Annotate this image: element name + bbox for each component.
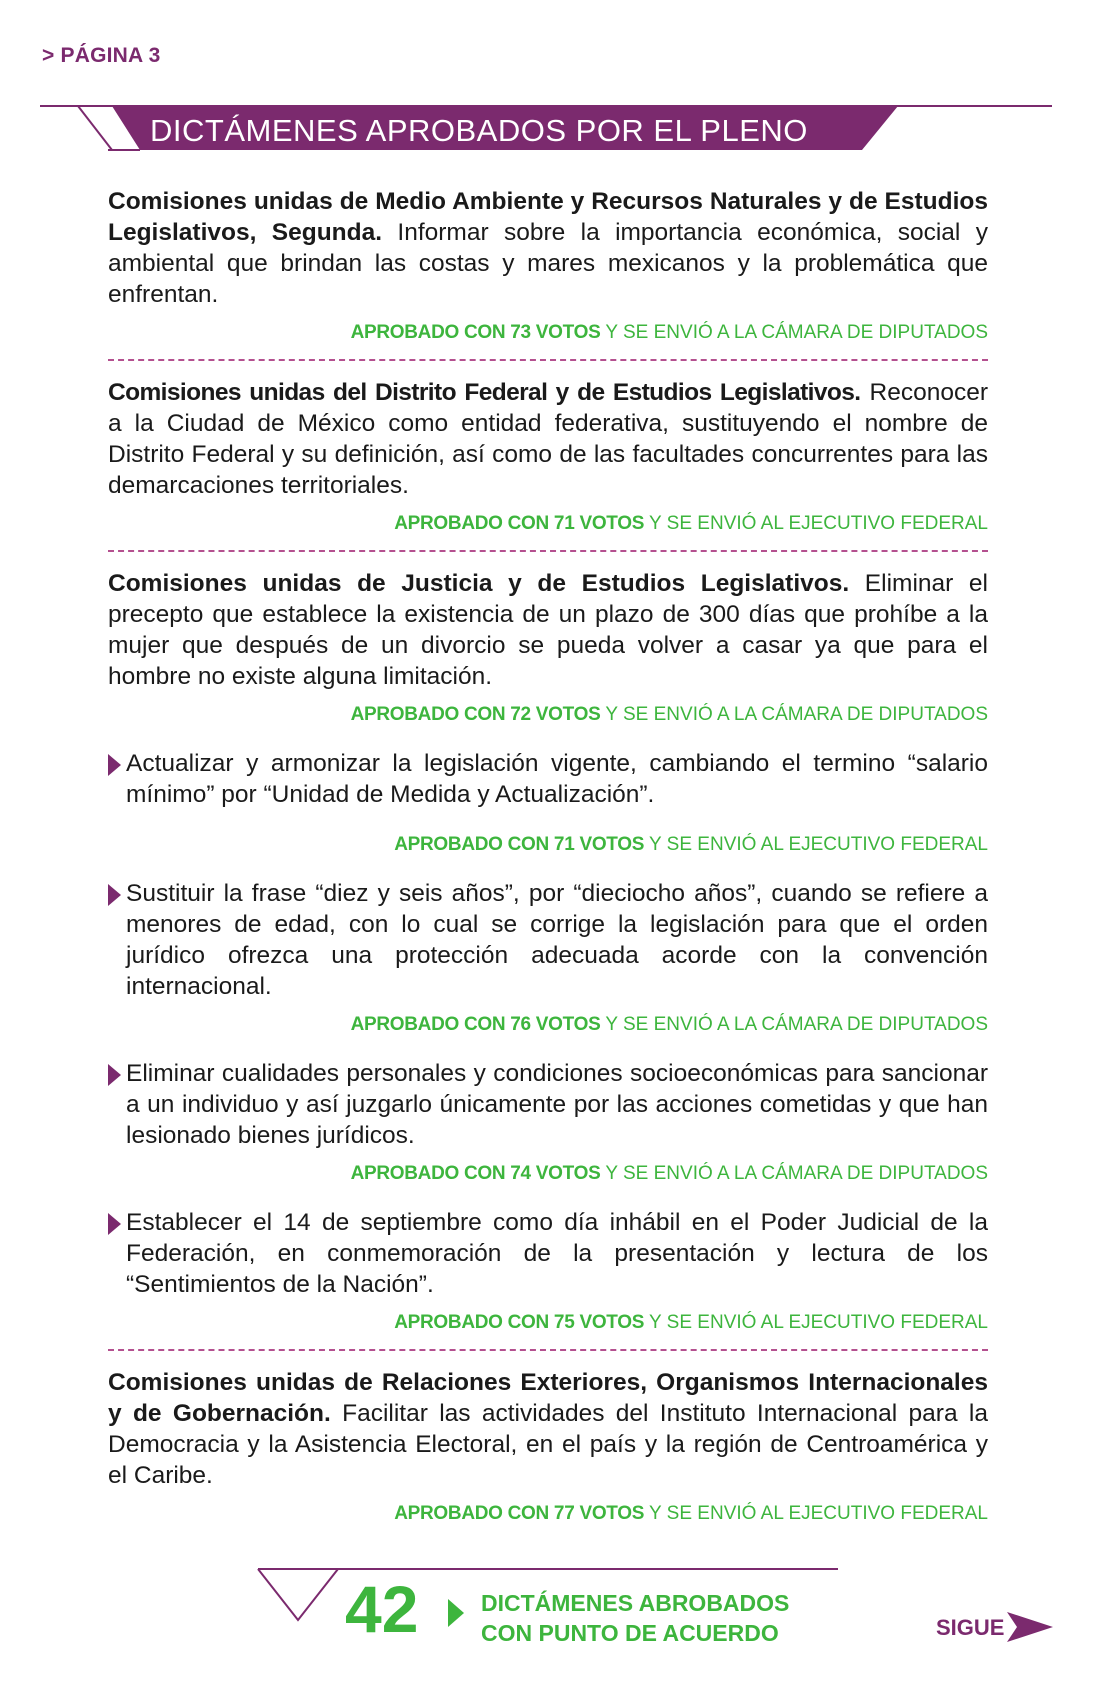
section-description: Informar sobre la importancia económica, social y ambiental que brindan las costas y mares mexicanos y la problemática que enfrentan. bbox=[108, 219, 988, 308]
green-arrow-icon bbox=[448, 1599, 464, 1627]
footer-caption-line2: CON PUNTO DE ACUERDO bbox=[481, 1620, 779, 1646]
vote-destination: Y SE ENVIÓ A LA CÁMARA DE DIPUTADOS bbox=[600, 1014, 988, 1035]
vote-count: APROBADO CON 73 VOTOS bbox=[350, 322, 601, 343]
vote-count: APROBADO CON 76 VOTOS bbox=[350, 1014, 601, 1035]
vote-destination: Y SE ENVIÓ A LA CÁMARA DE DIPUTADOS bbox=[600, 322, 988, 343]
bullet-triangle-icon bbox=[108, 1064, 121, 1086]
section-paragraph bbox=[108, 568, 988, 692]
page-title: DICTÁMENES APROBADOS POR EL PLENO bbox=[150, 113, 808, 148]
bullet-item bbox=[108, 1207, 988, 1334]
section-divider bbox=[108, 359, 988, 361]
next-arrow-icon[interactable] bbox=[1005, 1610, 1055, 1644]
bullet-triangle-icon bbox=[108, 884, 121, 906]
bullet-text: Sustituir la frase “diez y seis años”, por “dieciocho años”, cuando se refiere a menores de edad, con lo cual se corrige la legislación para que el orden jurídico ofrezca una protección adecuada acorde con la convención internacional. bbox=[126, 880, 988, 1000]
next-page-link[interactable]: SIGUE bbox=[936, 1615, 1005, 1640]
commission-name: Comisiones unidas de Medio Ambiente y Recursos Naturales y de Estudios Legislativos, Segunda. bbox=[108, 188, 988, 246]
section-paragraph bbox=[108, 377, 988, 501]
commission-name: Comisiones unidas de Relaciones Exteriores, Organismos Internacionales y de Gobernación. bbox=[108, 1369, 988, 1427]
bullet-item bbox=[108, 748, 988, 856]
commission-name: Comisiones unidas de Justicia y de Estudios Legislativos. bbox=[108, 570, 850, 597]
page-label: > PÁGINA 3 bbox=[42, 44, 161, 67]
section-paragraph bbox=[108, 186, 988, 310]
vote-result bbox=[108, 513, 988, 535]
vote-count: APROBADO CON 77 VOTOS bbox=[394, 1503, 645, 1524]
vote-result bbox=[108, 322, 988, 344]
vote-count: APROBADO CON 71 VOTOS bbox=[394, 834, 645, 855]
vote-count: APROBADO CON 72 VOTOS bbox=[350, 704, 601, 725]
section-paragraph bbox=[108, 1367, 988, 1491]
vote-destination: Y SE ENVIÓ A LA CÁMARA DE DIPUTADOS bbox=[600, 1163, 988, 1184]
section-description: Facilitar las actividades del Instituto Internacional para la Democracia y la Asistencia Electoral, en el país y la región de Centroamérica y el Caribe. bbox=[108, 1400, 988, 1489]
vote-result bbox=[126, 1014, 988, 1036]
vote-count: APROBADO CON 74 VOTOS bbox=[350, 1163, 601, 1184]
section-3 bbox=[108, 568, 988, 1334]
bullet-triangle-icon bbox=[108, 754, 121, 776]
vote-destination: Y SE ENVIÓ AL EJECUTIVO FEDERAL bbox=[644, 834, 988, 855]
section-2 bbox=[108, 377, 988, 535]
vote-count: APROBADO CON 71 VOTOS bbox=[394, 513, 645, 534]
vote-result bbox=[108, 1503, 988, 1525]
content bbox=[108, 186, 988, 1525]
vote-destination: Y SE ENVIÓ A LA CÁMARA DE DIPUTADOS bbox=[600, 704, 988, 725]
bullet-text: Establecer el 14 de septiembre como día inhábil en el Poder Judicial de la Federación, en conmemoración de la presentación y lectura de los “Sentimientos de la Nación”. bbox=[126, 1209, 988, 1298]
section-divider bbox=[108, 1349, 988, 1351]
vote-result bbox=[126, 1312, 988, 1334]
footer-caption-line1: DICTÁMENES ABROBADOS bbox=[481, 1590, 790, 1616]
vote-destination: Y SE ENVIÓ AL EJECUTIVO FEDERAL bbox=[644, 1312, 988, 1333]
bullet-text: Eliminar cualidades personales y condiciones socioeconómicas para sancionar a un individuo y así juzgarlo únicamente por las acciones cometidas y que han lesionado bienes jurídicos. bbox=[126, 1060, 988, 1149]
commission-name: Comisiones unidas del Distrito Federal y de Estudios Legislativos. bbox=[108, 379, 861, 406]
approved-count: 42 bbox=[345, 1572, 419, 1646]
section-description: Reconocer a la Ciudad de México como entidad federativa, sustituyendo el nombre de Distrito Federal y su definición, así como de las facultades concurrentes para las demarcaciones territoriales. bbox=[108, 379, 989, 499]
section-4 bbox=[108, 1367, 988, 1525]
bullet-text: Actualizar y armonizar la legislación vigente, cambiando el termino “salario mínimo” por “Unidad de Medida y Actualización”. bbox=[126, 750, 988, 808]
vote-count: APROBADO CON 75 VOTOS bbox=[394, 1312, 645, 1333]
section-divider bbox=[108, 550, 988, 552]
bullet-item bbox=[108, 878, 988, 1036]
vote-destination: Y SE ENVIÓ AL EJECUTIVO FEDERAL bbox=[644, 1503, 988, 1524]
vote-destination: Y SE ENVIÓ AL EJECUTIVO FEDERAL bbox=[644, 513, 988, 534]
section-description: Eliminar el precepto que establece la existencia de un plazo de 300 días que prohíbe a la mujer que después de un divorcio se pueda volver a casar ya que para el hombre no existe alguna limitación. bbox=[108, 570, 988, 690]
vote-result bbox=[108, 704, 988, 726]
vote-result bbox=[126, 834, 988, 856]
section-1 bbox=[108, 186, 988, 344]
bullet-item bbox=[108, 1058, 988, 1185]
vote-result bbox=[126, 1163, 988, 1185]
footer-caption bbox=[481, 1588, 789, 1648]
bullet-triangle-icon bbox=[108, 1213, 121, 1235]
